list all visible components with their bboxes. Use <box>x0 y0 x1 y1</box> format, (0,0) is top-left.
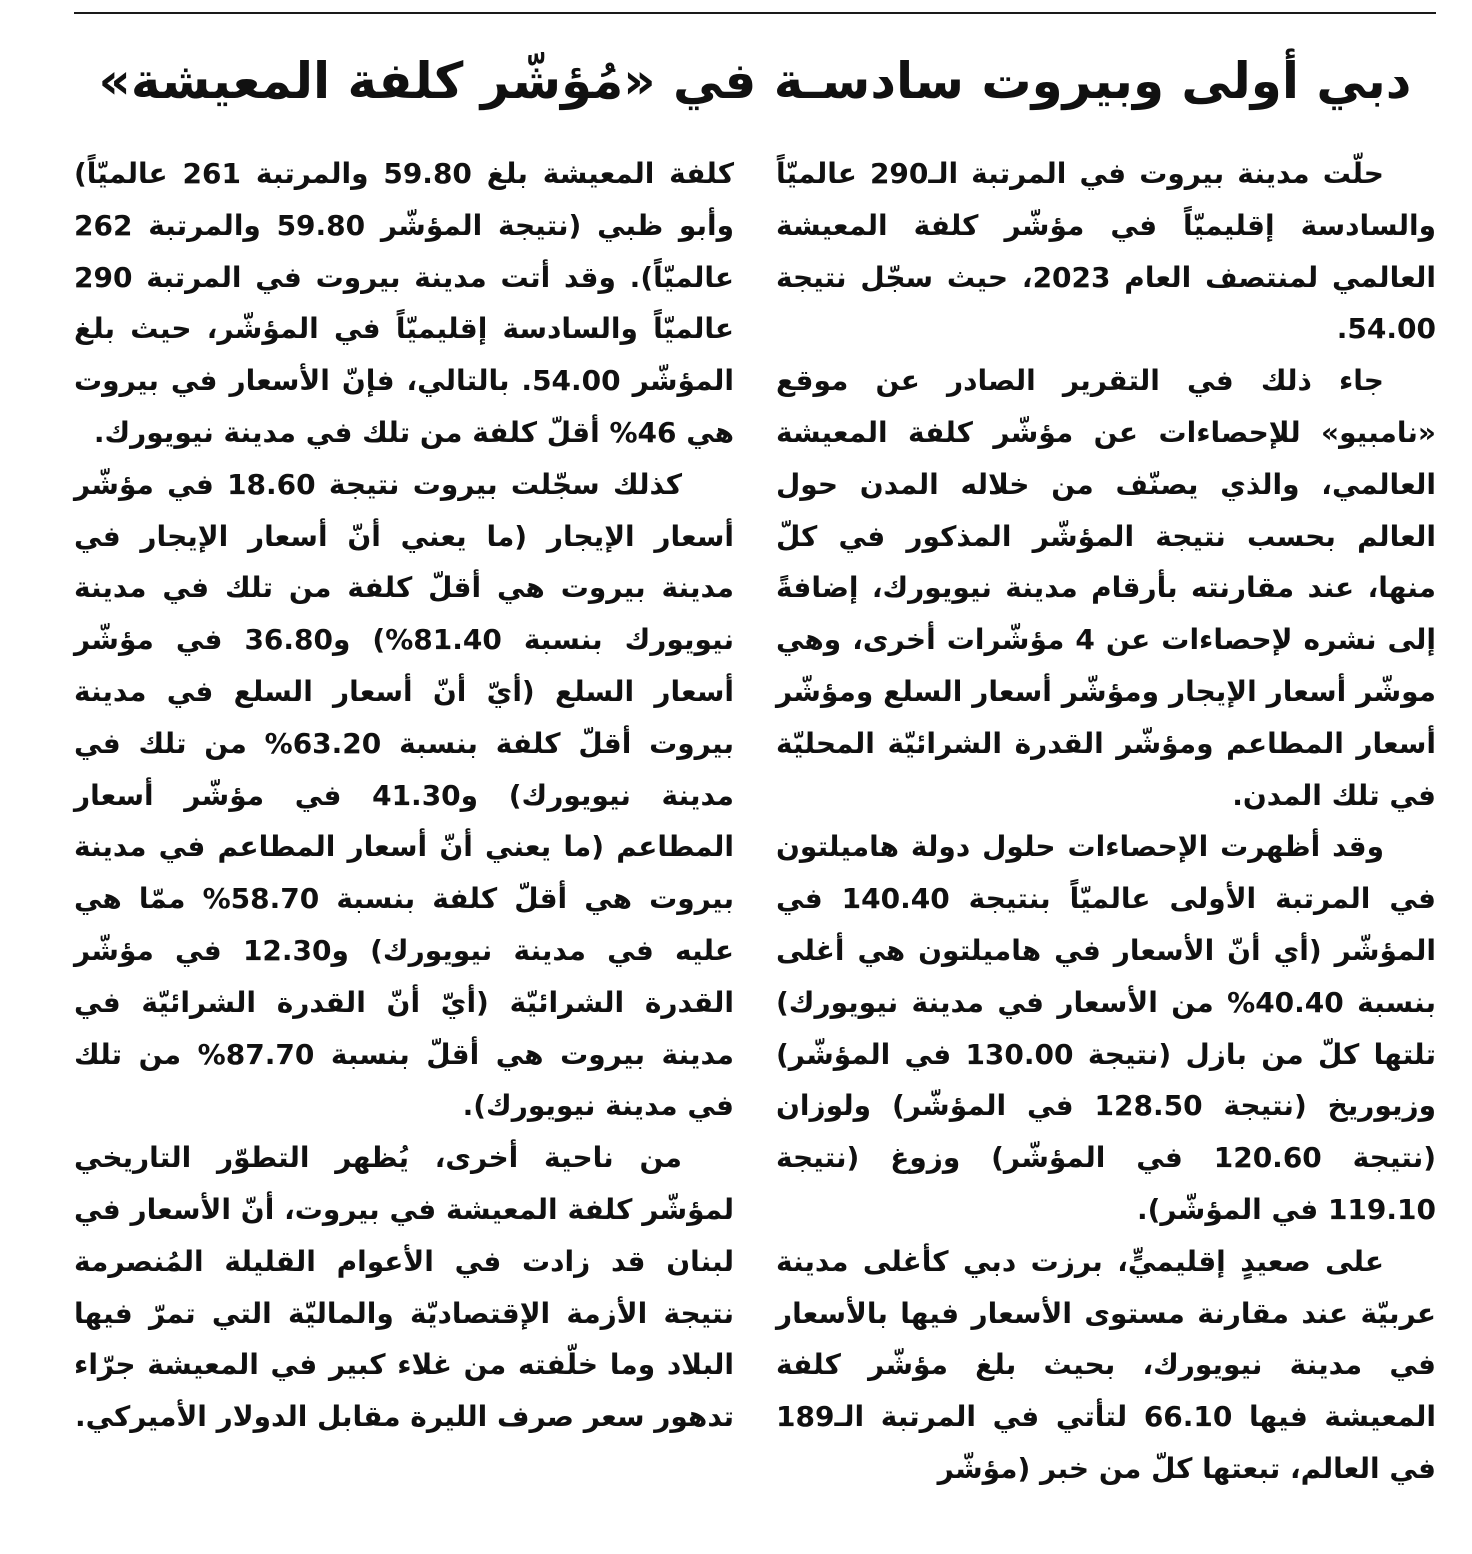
article-paragraph: كذلك سجّلت بيروت نتيجة 18.60 في مؤشّر أسعار الإيجار (ما يعني أنّ أسعار الإيجار في مدينة بيروت هي أقلّ كلفة من تلك في مدينة نيويورك بنسبة 81.40%) و36.80 في مؤشّر أسعار السلع (أيّ أنّ أسعار السلع في مدينة بيروت أقلّ كلفة بنسبة 63.20% من تلك في مدينة نيويورك) و41.30 في مؤشّر أسعار المطاعم (ما يعني أنّ أسعار المطاعم في مدينة بيروت هي أقلّ كلفة بنسبة 58.70% ممّا هي عليه في مدينة نيويورك) و12.30 في مؤشّر القدرة الشرائيّة (أيّ أنّ القدرة الشرائيّة في مدينة بيروت هي أقلّ بنسبة 87.70% من تلك في مدينة نيويورك). <box>74 467 735 1123</box>
article-column-right <box>776 148 1436 1495</box>
article-paragraph: حلّت مدينة بيروت في المرتبة الـ290 عالميّاً والسادسة إقليميّاً في مؤشّر كلفة المعيشة العالمي لمنتصف العام 2023، حيث سجّل نتيجة 54.00. <box>776 157 1436 346</box>
article-column-left <box>74 148 734 1443</box>
article-paragraph: كلفة المعيشة بلغ 59.80 والمرتبة 261 عالميّاً) وأبو ظبي (نتيجة المؤشّر 59.80 والمرتبة 262 عالميّاً). وقد أتت مدينة بيروت في المرتبة 290 عالميّاً والسادسة إقليميّاً في المؤشّر، حيث بلغ المؤشّر 54.00. بالتالي، فإنّ الأسعار في بيروت هي 46% أقلّ كلفة من تلك في مدينة نيويورك. <box>74 157 735 449</box>
article-paragraph: على صعيدٍ إقليميٍّ، برزت دبي كأغلى مدينة عربيّة عند مقارنة مستوى الأسعار فيها بالأسعار في مدينة نيويورك، بحيث بلغ مؤشّر كلفة المعيشة فيها 66.10 لتأتي في المرتبة الـ189 في العالم، تبعتها كلّ من خبر (مؤشّر <box>776 1244 1436 1485</box>
article-headline: دبي أولى وبيروت سادسـة في «مُؤشّر كلفة المعيشة» <box>98 52 1412 110</box>
article-paragraph: من ناحية أخرى، يُظهر التطوّر التاريخي لمؤشّر كلفة المعيشة في بيروت، أنّ الأسعار في لبنان قد زادت في الأعوام القليلة المُنصرمة نتيجة الأزمة الإقتصاديّة والماليّة التي تمرّ فيها البلاد وما خلّفته من غلاء كبير في المعيشة جرّاء تدهور سعر صرف الليرة مقابل الدولار الأميركي. <box>74 1141 734 1434</box>
top-rule <box>74 12 1436 14</box>
article-paragraph: وقد أظهرت الإحصاءات حلول دولة هاميلتون في المرتبة الأولى عالميّاً بنتيجة 140.40 في المؤشّر (أي أنّ الأسعار في هاميلتون هي أغلى بنسبة 40.40% من الأسعار في مدينة نيويورك) تلتها كلّ من بازل (نتيجة 130.00 في المؤشّر) وزيوريخ (نتيجة 128.50 في المؤشّر) ولوزان (نتيجة 120.60 في المؤشّر) وزوغ (نتيجة 119.10 في المؤشّر). <box>776 830 1436 1226</box>
article-paragraph: جاء ذلك في التقرير الصادر عن موقع «نامبيو» للإحصاءات عن مؤشّر كلفة المعيشة العالمي، والذي يصنّف من خلاله المدن حول العالم بحسب نتيجة المؤشّر المذكور في كلّ منها، عند مقارنته بأرقام مدينة نيويورك، إضافةً إلى نشره لإحصاءات عن 4 مؤشّرات أخرى، وهي موشّر أسعار الإيجار ومؤشّر أسعار السلع ومؤشّر أسعار المطاعم ومؤشّر القدرة الشرائيّة المحليّة في تلك المدن. <box>776 364 1436 812</box>
